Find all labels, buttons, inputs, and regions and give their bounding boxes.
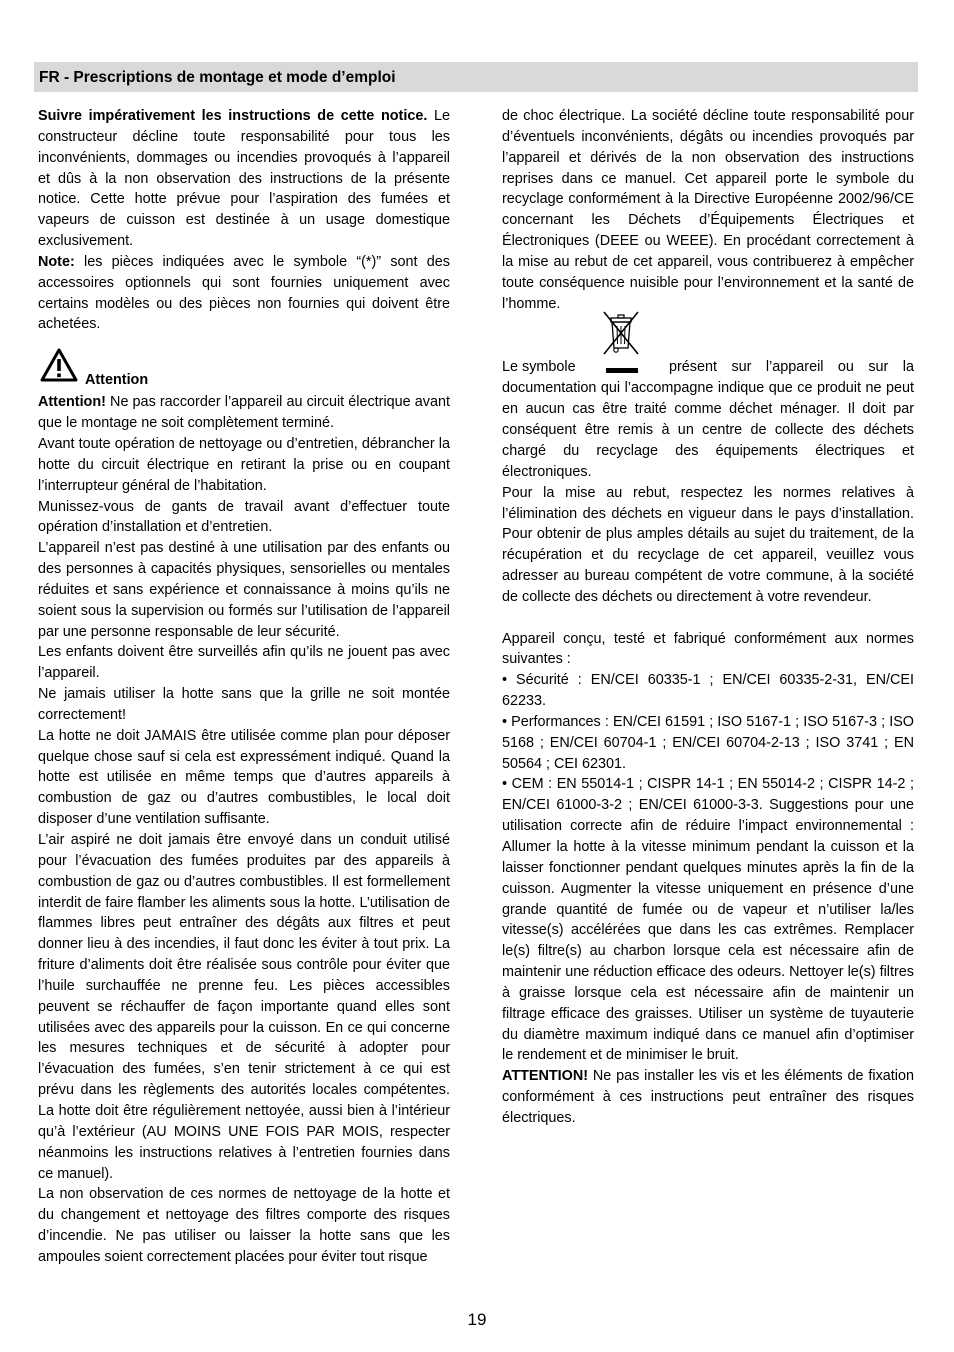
intro-text: Le constructeur décline toute responsabilité pour tous les inconvénients, dommages ou incendies provoqués à l’appareil et dûs à la non observation des instructions de la présente notice. Cette hotte prévue pour l’aspiration des fumées et vapeurs de cuisson est destinée à un usage domestique exclusivement. (38, 108, 450, 250)
note-label: Note: (38, 253, 75, 270)
attention-text: Ne pas raccorder l’appareil au circuit électrique avant que le montage ne soit complètement terminé. (38, 394, 450, 432)
paragraph: Les enfants doivent être surveillés afin qu’ils ne jouent pas avec l’appareil. (38, 644, 450, 682)
intro-bold: Suivre impérativement les instructions de cette notice. (38, 108, 428, 124)
paragraph: Pour la mise au rebut, respectez les normes relatives à l’élimination des déchets en vigueur dans le pays d’installation. Pour obtenir de plus amples détails au sujet du traitement, de la récupération et du recyclage de cet appareil, veuillez vous adresser au bureau compétent de votre commune, à la société de collecte des déchets ou directement à votre revendeur. (502, 484, 914, 605)
intro-paragraph (38, 106, 450, 252)
attention-electrical-text: Ne pas installer les vis et les éléments de fixation conformément à ces instructions peut entraîner des risques électriques. (502, 1068, 914, 1126)
left-column (38, 106, 450, 1268)
attention-bold: Attention! (38, 394, 106, 411)
attention-paragraph (38, 392, 450, 434)
page-number: 19 (467, 1310, 487, 1329)
weee-symbol-line (502, 314, 914, 378)
paragraph: Ne jamais utiliser la hotte sans que la grille ne soit montée correctement! (38, 686, 450, 723)
symbol-label: Le symbole (502, 359, 576, 376)
standards-safety: • Sécurité : EN/CEI 60335-1 ; EN/CEI 60335-2-31, EN/CEI 62233. (502, 672, 914, 710)
standards-performance: • Performances : EN/CEI 61591 ; ISO 5167-1 ; ISO 5167-3 ; ISO 5168 ; EN/CEI 60704-1 ; EN/CEI 60704-2-13 ; ISO 3741 ; EN 50564 ; CEI 62301. (502, 713, 914, 772)
standards-emc: • CEM : EN 55014-1 ; CISPR 14-1 ; EN 55014-2 ; CISPR 14-2 ; EN/CEI 61000-3-2 ; EN/CEI 61000-3-3. Suggestions pour une utilisation correcte afin de réduire l’impact environnemental : Allumer la hotte à la vitesse minimum pendant la cuisson et la laisser fonctionner pendant quelques minutes après la fin de la cuisson. Augmenter la vitesse uniquement en présence d’une grande quantité de fumée ou de vapeur et n’utiliser la/les vitesse(s) accélérées que dans les cas extrêmes. Remplacer le(s) filtre(s) au charbon lorsque cela est nécessaire afin de maintenir une réduction efficace des odeurs. Nettoyer le(s) filtres à graisse lorsque cela est nécessaire afin de maintenir un filtrage efficace des graisses. Utiliser un système de tuyauterie du diamètre maximum indiqué dans ce manuel afin d’optimiser le rendement et de minimiser le bruit. (502, 776, 914, 1064)
spacer (502, 608, 914, 629)
right-column (502, 106, 914, 1129)
paragraph: La non observation de ces normes de nettoyage de la hotte et du changement et nettoyage des filtres comporte des risques d’incendie. Ne pas utiliser ou laisser la hotte sans que les ampoules soient correctement placées pour éviter tout risque (38, 1186, 450, 1265)
section-header (34, 62, 918, 92)
paragraph: de choc électrique. La société décline toute responsabilité pour d’éventuels inconvénients, dégâts ou incendies provoqués par l’appareil et dérivés de la non observation des instructions reprises dans ce manuel. Cet appareil porte le symbole du recyclage conformément à la Directive Européenne 2002/96/CE concernant les Déchets d’Équipements Électriques et Électroniques (DEEE ou WEEE). En procédant correctement à la mise au rebut de cet appareil, vous contribuerez à empêcher toute conséquence nuisible pour l’environnement et la santé de l’homme. (502, 108, 914, 312)
weee-underline-bar (606, 368, 638, 373)
paragraph: La hotte ne doit JAMAIS être utilisée comme plan pour déposer quelque chose sauf si cela est expressément indiqué. Quand la hotte est utilisée en même temps que d’autres appareils à combustion de gaz ou d’autres combustibles, le local doit disposer d’une ventilation suffisante. (38, 727, 450, 828)
section-title: FR - Prescriptions de montage et mode d’emploi (39, 69, 396, 86)
symbol-after-text: présent sur l’appareil ou sur la (669, 359, 914, 376)
attention-electrical-bold: ATTENTION! (502, 1068, 589, 1085)
crossed-bin-icon (598, 308, 644, 363)
note-paragraph (38, 252, 450, 335)
paragraph: documentation qui l’accompagne indique que ce produit ne peut en aucun cas être traité comme déchet ménager. Il doit par conséquent être remis à un centre de collecte des déchets chargé du recyclage des équipements électriques et électroniques. (502, 380, 914, 480)
paragraph: Appareil conçu, testé et fabriqué conformément aux normes suivantes : (502, 630, 914, 668)
warning-triangle-icon (40, 348, 78, 389)
paragraph: Munissez-vous de gants de travail avant d’effectuer toute opération d’installation et d’entretien. (38, 498, 450, 536)
attention-heading (38, 348, 450, 392)
attention-electrical-paragraph (502, 1066, 914, 1129)
paragraph: L’air aspiré ne doit jamais être envoyé dans un conduit utilisé pour l’évacuation des fumées produites par des appareils à combustion de gaz ou d’autres combustibles. Il est formellement interdit de faire flamber les aliments sous la hotte. L’utilisation de flammes libres peut entraîner des dégâts aux filtres et peut donner lieu à des incendies, il faut donc les éviter à tout prix. La friture d’aliments doit être réalisée sous contrôle pour éviter que l’huile surchauffée ne prenne feu. Les pièces accessibles peuvent se réchauffer de façon importante quand elles sont utilisées avec des appareils pour la cuisson. En ce qui concerne les mesures techniques et de sécurité à adopter pour l’évacuation des fumées, s’en tenir strictement à ce qui est prévu dans les règlements des autorités locales compétentes. La hotte doit être régulièrement nettoyée, aussi bien à l’intérieur qu’à l’extérieur (AU MOINS UNE FOIS PAR MOIS, respecter néanmoins les instructions relatives à l’entretien fournies dans ce manuel). (38, 832, 450, 1182)
note-text: les pièces indiquées avec le symbole “(*)” sont des accessoires optionnels qui sont fournies uniquement avec certains modèles ou des pièces non fournies qui doivent être achetées. (38, 253, 450, 333)
attention-title: Attention (85, 372, 149, 389)
paragraph: L’appareil n’est pas destiné à une utilisation par des enfants ou des personnes à capacités physiques, sensorielles ou mentales réduites et sans expérience et connaissance à moins qu’ils ne soient sous la supervision ou formés sur l’utilisation de l’appareil par une personne responsable de leur sécurité. (38, 540, 450, 640)
paragraph: Avant toute opération de nettoyage ou d’entretien, débrancher la hotte du circuit électrique en retirant la prise ou en coupant l’interrupteur général de l’habitation. (38, 435, 450, 494)
